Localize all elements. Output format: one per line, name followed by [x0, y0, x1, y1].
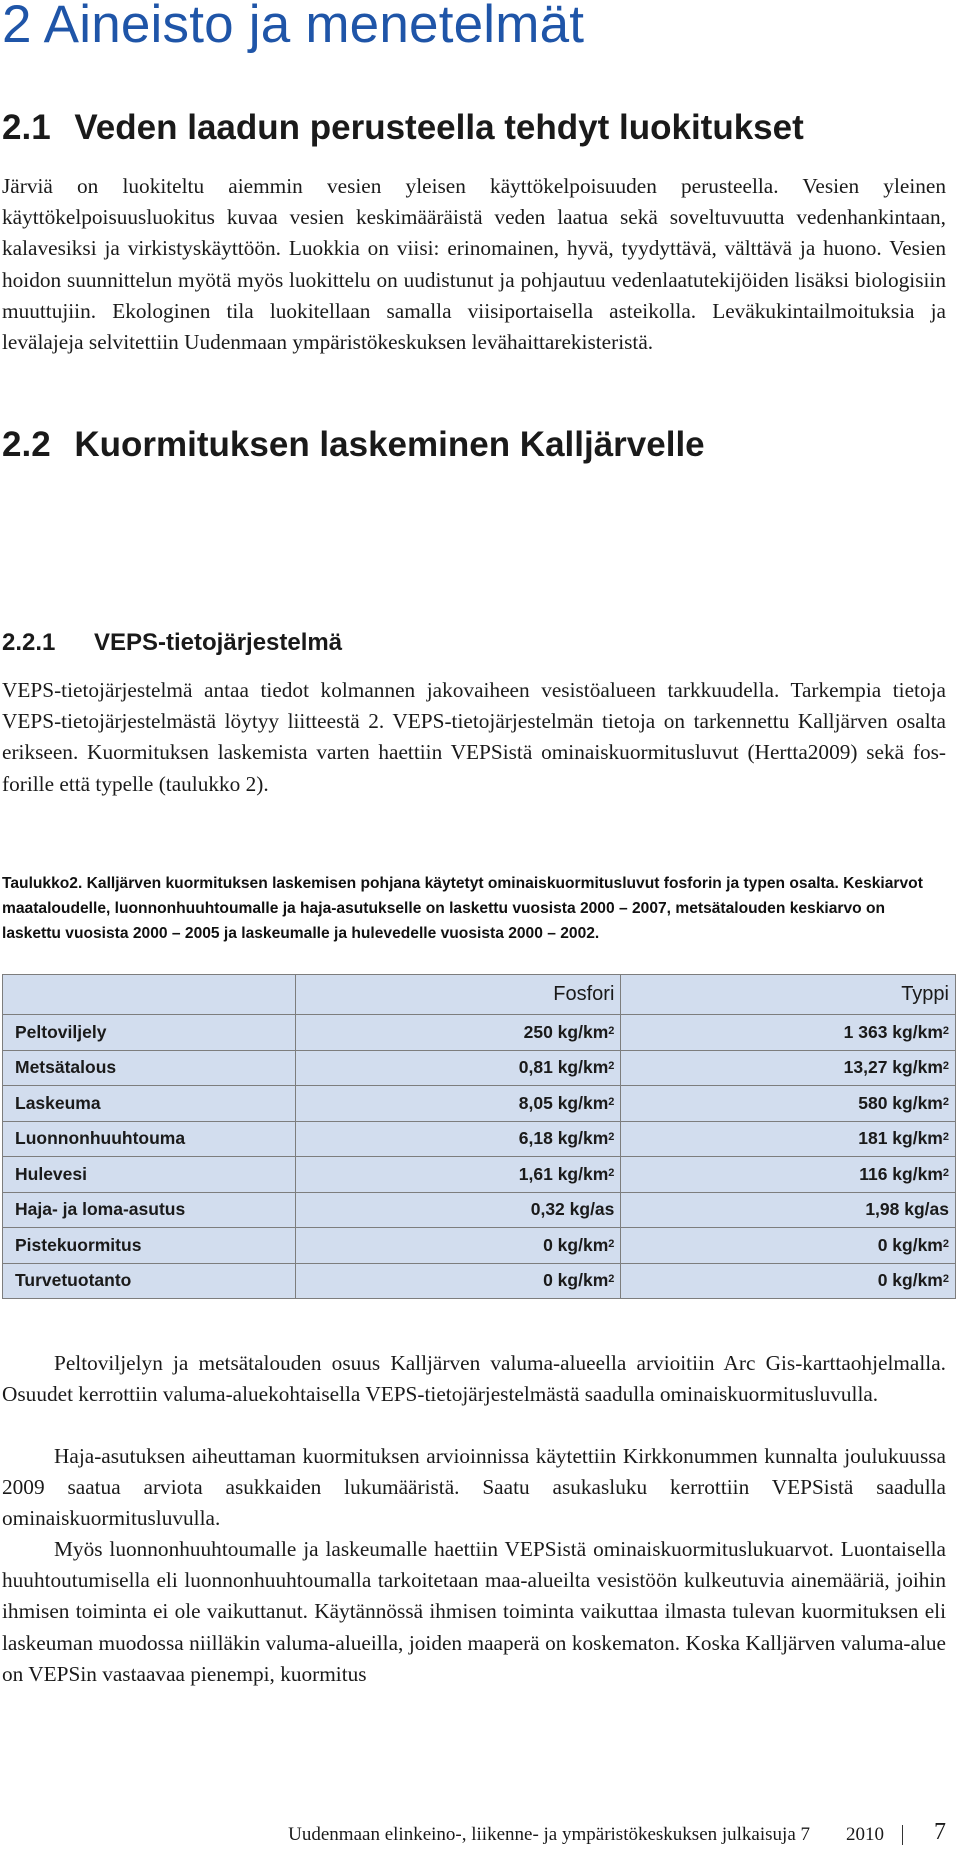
table-row	[3, 1157, 956, 1193]
nitrogen-value: 1 363 $kg/km^2$	[621, 1015, 956, 1051]
table-caption: Taulukko2. Kalljärven kuormituksen laskemisen pohjana käytetyt ominaiskuormitusluvut fosforin ja typen osalta. Keskiarvot maataloudelle, luonnonhuuhtoumalle ja haja-asutukselle on laskettu vuosista 2000 – 2007, metsätalouden keskiarvo on laskettu vuosista 2000 – 2005 ja laskeumalle ja hulevedelle vuosista 2000 – 2002.	[2, 875, 923, 942]
nitrogen-value: 0 $kg/km^2$	[621, 1228, 956, 1264]
row-label: Haja- ja loma-asutus	[3, 1192, 296, 1228]
row-label: Pistekuormitus	[3, 1228, 296, 1264]
phosphorus-value: 6,18 $kg/km^2$	[295, 1121, 621, 1157]
phosphorus-value: 250 $kg/km^2$	[295, 1015, 621, 1051]
page-number: 7	[934, 1819, 946, 1845]
row-label: Luonnonhuuhtouma	[3, 1121, 296, 1157]
paragraph-classification: Järviä on luokiteltu aiemmin vesien yleisen käyttökelpoisuuden perusteella. Vesien yleinen käyttökelpoisuusluokitus kuvaa vesien keskimääräistä veden laatua sekä soveltuvuutta vedenhankintaan, kalavesiksi ja virkistyskäyttöön. Luokkia on viisi: erinomainen, hyvä, tyydyttävä, välttävä ja huono. Vesien hoidon suunnittelun myötä myös luokittelu on uudistunut ja pohjautuu vedenlaatutekijöiden lisäksi biologisiin muuttujiin. Ekologinen tila luokitellaan samalla viisiportaisella asteikolla. Leväkukintailmoituksia ja levälajeja selvitettiin Uudenmaan ympäristökeskuksen levähaittarekisteristä.	[2, 174, 946, 355]
header-empty-cell	[3, 975, 296, 1015]
section-title: Veden laadun perusteella tehdyt luokitukset	[74, 108, 804, 147]
table-header-row	[3, 975, 956, 1015]
subsection-number: 2.2.1	[2, 629, 56, 656]
table-row	[3, 1086, 956, 1122]
section-number: 2.2	[2, 425, 51, 464]
chapter-heading: 2 Aineisto ja menetelmät	[2, 0, 585, 54]
row-label: Metsätalous	[3, 1050, 296, 1086]
header-nitrogen: Typpi	[621, 975, 956, 1015]
phosphorus-value: 0 $kg/km^2$	[295, 1263, 621, 1299]
paragraph-natural-leaching: Myös luonnonhuuhtoumalle ja laskeumalle haettiin VEPSistä ominaiskuormituslukuarvot. Luontaisella huuhtoutumisella eli luonnonhuuhtoumalla tarkoitetaan maa-alueilta vesistöön kulkeutuvia ainemääriä, joihin ihmisen toiminta ei ole vaikuttanut. Käytännössä ihmisen toiminta vaikuttaa ilmasta tulevan kuormituksen eli laskeuman muodossa niilläkin valuma-alueilla, joiden maaperä on koskematon. Koska Kalljärven valuma-alue on VEPSin vastaavaa pienempi, kuormitus	[2, 1537, 946, 1686]
row-label: Hulevesi	[3, 1157, 296, 1193]
subsection-heading-2-2-1	[2, 629, 342, 657]
load-coefficients-table	[2, 974, 956, 1299]
phosphorus-value: 0,81 $kg/km^2$	[295, 1050, 621, 1086]
nitrogen-value: 13,27 $kg/km^2$	[621, 1050, 956, 1086]
paragraph-veps: VEPS-tietojärjestelmä antaa tiedot kolmannen jakovaiheen vesistöalueen tarkkuudella. Tarkempia tietoja VEPS-tietojärjestelmästä löytyy liitteestä 2. VEPS-tietojärjestelmän tietoja on tarkennettu Kalljärven osalta erikseen. Kuormituksen laskemista varten haettiin VEPSistä ominaiskuormitusluvut (Hertta2009) sekä fosforille että typelle (taulukko 2).	[2, 678, 946, 796]
nitrogen-value: 580 $kg/km^2$	[621, 1086, 956, 1122]
nitrogen-value: 1,98 kg/as	[621, 1192, 956, 1228]
phosphorus-value: 1,61 $kg/km^2$	[295, 1157, 621, 1193]
footer-year: 2010	[846, 1824, 884, 1845]
table-row	[3, 1050, 956, 1086]
phosphorus-value: 0 $kg/km^2$	[295, 1228, 621, 1264]
row-label: Turvetuotanto	[3, 1263, 296, 1299]
paragraph-agriculture-forestry: Peltoviljelyn ja metsätalouden osuus Kalljärven valuma-alueella arvioitiin Arc Gis-karttaohjelmalla. Osuudet kerrottiin valuma-aluekohtaisella VEPS-tietojärjestelmästä saadulla ominaiskuormitusluvulla.	[2, 1351, 946, 1407]
phosphorus-value: 0,32 kg/as	[295, 1192, 621, 1228]
table-row	[3, 1263, 956, 1299]
section-heading-2-1	[2, 108, 804, 148]
phosphorus-value: 8,05 $kg/km^2$	[295, 1086, 621, 1122]
table-row	[3, 1121, 956, 1157]
table-row	[3, 1015, 956, 1051]
section-number: 2.1	[2, 108, 51, 147]
nitrogen-value: 116 $kg/km^2$	[621, 1157, 956, 1193]
subsection-title: VEPS-tietojärjestelmä	[94, 629, 343, 656]
paragraph-scattered-settlement: Haja-asutuksen aiheuttaman kuormituksen arvioinnissa käytettiin Kirkkonummen kunnalta joulukuussa 2009 saatua arviota asukkaiden lukumääristä. Saatu asukasluku kerrottiin VEPSistä saadulla ominaiskuormitusluvulla.	[2, 1444, 946, 1531]
table-row	[3, 1228, 956, 1264]
footer-publication: Uudenmaan elinkeino-, liikenne- ja ympäristökeskuksen julkaisuja 7 2010	[288, 1824, 884, 1845]
row-label: Laskeuma	[3, 1086, 296, 1122]
nitrogen-value: 181 $kg/km^2$	[621, 1121, 956, 1157]
table-row	[3, 1192, 956, 1228]
row-label: Peltoviljely	[3, 1015, 296, 1051]
header-phosphorus: Fosfori	[295, 975, 621, 1015]
section-title: Kuormituksen laskeminen Kalljärvelle	[74, 425, 705, 464]
footer-divider	[902, 1825, 903, 1845]
section-heading-2-2	[2, 425, 705, 465]
nitrogen-value: 0 $kg/km^2$	[621, 1263, 956, 1299]
